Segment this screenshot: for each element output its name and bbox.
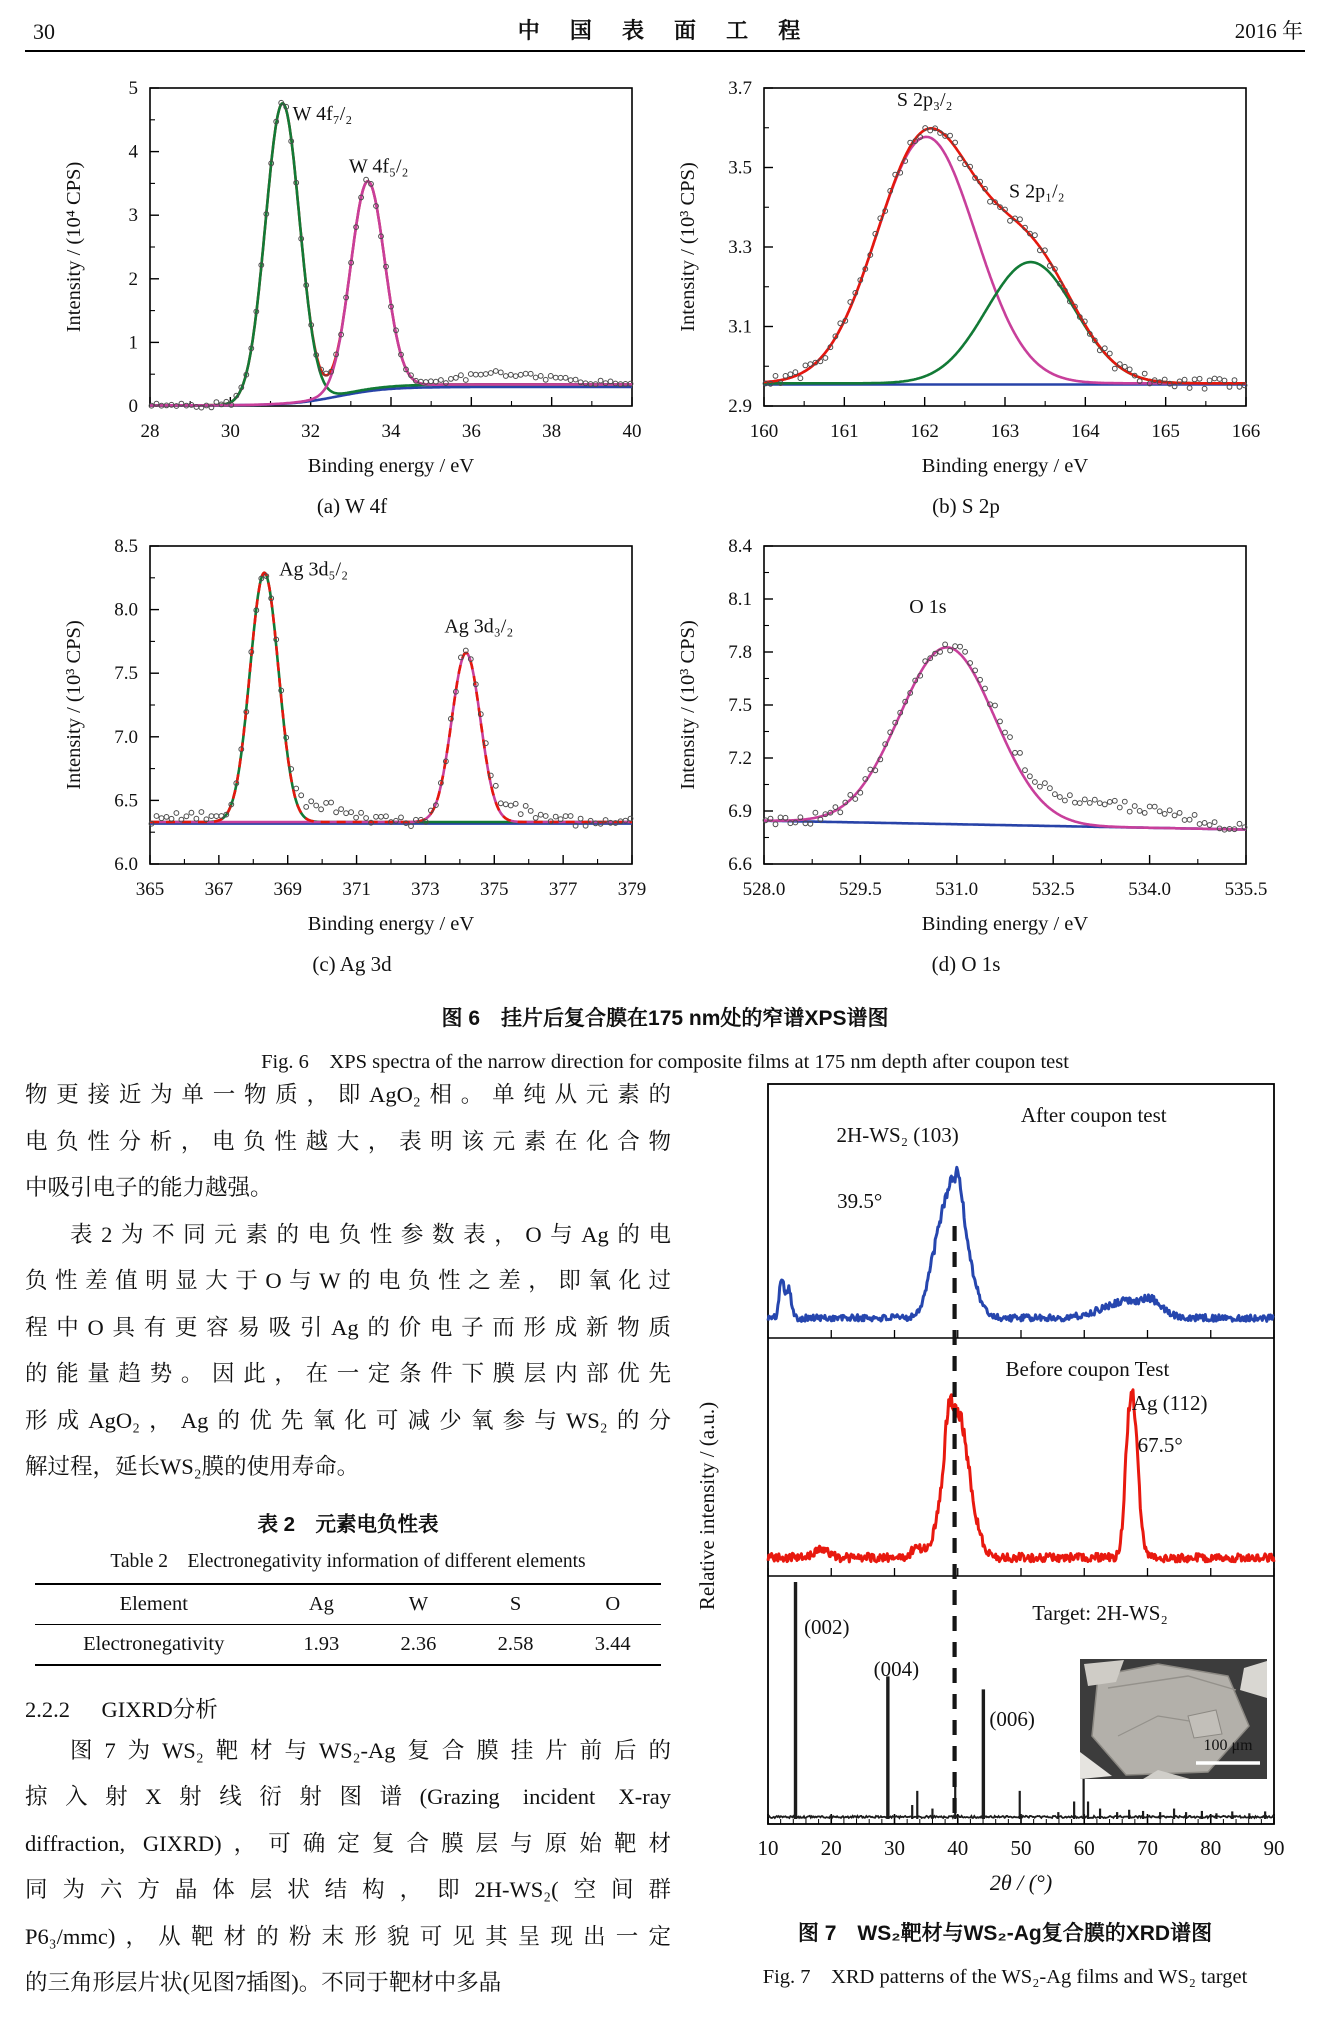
svg-text:367: 367 — [204, 879, 234, 900]
column-header: S — [509, 1592, 522, 1615]
svg-text:1: 1 — [128, 332, 138, 354]
electronegativity-table — [35, 1583, 662, 1666]
svg-text:165: 165 — [1151, 421, 1180, 442]
body-line: 表2为不同元素的电负性参数表，O与Ag的电 — [70, 1221, 671, 1247]
section-heading — [25, 1692, 671, 1724]
svg-text:162: 162 — [910, 421, 939, 442]
figure6-caption-zh: 图 6 挂片后复合膜在175 nm处的窄谱XPS谱图 — [441, 1007, 889, 1030]
svg-text:10: 10 — [757, 1836, 779, 1860]
svg-text:(006): (006) — [989, 1707, 1035, 1731]
svg-text:7.5: 7.5 — [114, 663, 138, 685]
chart-cell-o1s — [660, 526, 1272, 977]
svg-text:S 2p₃/₂: S 2p₃/₂ — [896, 88, 953, 111]
svg-text:Ag 3d₅/₂: Ag 3d₅/₂ — [279, 558, 349, 581]
svg-text:70: 70 — [1137, 1836, 1158, 1860]
journal-title: 中 国 表 面 工 程 — [517, 18, 813, 43]
svg-text:7.8: 7.8 — [728, 642, 752, 663]
figure7-section — [688, 1076, 1322, 1989]
svg-text:2: 2 — [128, 268, 138, 290]
svg-text:W 4f₅/₂: W 4f₅/₂ — [348, 155, 409, 178]
svg-text:Ag 3d₃/₂: Ag 3d₃/₂ — [444, 615, 514, 638]
svg-text:365: 365 — [135, 879, 165, 900]
svg-text:Intensity / (10³ CPS): Intensity / (10³ CPS) — [63, 620, 85, 790]
svg-text:28: 28 — [140, 421, 160, 442]
figure7-caption-en: Fig. 7 XRD patterns of the WS₂-Ag films and WS₂ target — [762, 1966, 1248, 1988]
svg-text:379: 379 — [617, 879, 647, 900]
table-row — [35, 1624, 662, 1665]
svg-text:6.9: 6.9 — [728, 801, 752, 822]
svg-text:Before coupon Test: Before coupon Test — [1005, 1357, 1170, 1381]
table2-title-en: Table 2 Electronegativity information of different elements — [110, 1550, 586, 1572]
column-header: Element — [119, 1592, 188, 1615]
body-line: 的能量趋势。因此，在一定条件下膜层内部优先 — [25, 1361, 671, 1386]
svg-text:160: 160 — [749, 421, 779, 442]
svg-text:Ag (112): Ag (112) — [1131, 1391, 1208, 1415]
subcaption-ag3d: (c) Ag 3d — [312, 952, 392, 976]
svg-text:Binding energy / eV: Binding energy / eV — [921, 455, 1089, 477]
svg-text:Intensity / (10⁴ CPS): Intensity / (10⁴ CPS) — [63, 161, 85, 333]
chart-w4f — [46, 68, 658, 494]
chart-ag3d — [46, 526, 658, 952]
svg-text:6.6: 6.6 — [728, 854, 752, 875]
svg-text:50: 50 — [1010, 1836, 1032, 1860]
body-line: 掠入射X射线衍射图谱(Grazing incident X-ray — [25, 1784, 671, 1809]
svg-text:32: 32 — [301, 421, 321, 442]
chart-s2p — [660, 68, 1272, 494]
svg-text:8.0: 8.0 — [114, 599, 138, 621]
chart-xrd — [688, 1076, 1310, 1908]
svg-text:369: 369 — [273, 879, 302, 900]
svg-text:36: 36 — [461, 421, 481, 442]
body-line: 的三角形层片状(见图7插图)。不同于靶材中多晶 — [25, 1970, 502, 1995]
svg-text:377: 377 — [548, 879, 578, 900]
svg-text:3: 3 — [128, 205, 138, 227]
svg-text:531.0: 531.0 — [935, 879, 979, 900]
svg-text:20: 20 — [820, 1836, 842, 1860]
column-header: Ag — [308, 1592, 334, 1615]
svg-text:371: 371 — [342, 879, 371, 900]
table2-title-zh: 表 2 元素电负性表 — [257, 1512, 439, 1536]
svg-text:W 4f₇/₂: W 4f₇/₂ — [292, 102, 353, 125]
left-text-column — [25, 1072, 671, 2007]
svg-text:100 μm: 100 μm — [1203, 1737, 1253, 1754]
page-year: 2016 年 — [1234, 19, 1303, 43]
svg-text:39.5°: 39.5° — [837, 1189, 883, 1213]
svg-text:3.7: 3.7 — [728, 78, 752, 99]
svg-text:7.0: 7.0 — [114, 726, 138, 748]
svg-text:34: 34 — [381, 421, 401, 442]
svg-text:90: 90 — [1263, 1836, 1285, 1860]
svg-text:O 1s: O 1s — [909, 596, 947, 619]
svg-text:7.2: 7.2 — [728, 748, 752, 769]
body-line: 物更接近为单一物质，即AgO₂相。单纯从元素的 — [25, 1082, 671, 1107]
svg-text:6.0: 6.0 — [114, 854, 138, 875]
body-line: 同为六方晶体层状结构，即2H-WS₂(空间群 — [25, 1877, 671, 1902]
body-line: 形成AgO₂，Ag的优先氧化可减少氧参与WS₂的分 — [25, 1407, 671, 1433]
svg-text:2.9: 2.9 — [728, 396, 752, 417]
svg-text:8.4: 8.4 — [728, 536, 752, 557]
svg-text:67.5°: 67.5° — [1137, 1433, 1183, 1457]
subcaption-o1s: (d) O 1s — [931, 952, 1001, 976]
page-header — [25, 10, 1305, 52]
subcaption-s2p: (b) S 2p — [932, 494, 1000, 518]
chart-cell-ag3d — [46, 526, 658, 977]
table-header-row — [35, 1584, 662, 1625]
body-line: 解过程，延长WS₂膜的使用寿命。 — [25, 1454, 360, 1479]
svg-text:3.3: 3.3 — [728, 237, 752, 258]
svg-text:7.5: 7.5 — [728, 695, 752, 716]
svg-text:166: 166 — [1231, 421, 1261, 442]
svg-text:375: 375 — [480, 879, 509, 900]
svg-text:80: 80 — [1200, 1836, 1222, 1860]
svg-text:40: 40 — [622, 421, 642, 442]
svg-text:Binding energy / eV: Binding energy / eV — [921, 913, 1089, 935]
page-number: 30 — [33, 19, 55, 44]
svg-text:30: 30 — [220, 421, 240, 442]
svg-text:528.0: 528.0 — [742, 879, 786, 900]
svg-text:Intensity / (10³ CPS): Intensity / (10³ CPS) — [677, 162, 699, 332]
body-line: diffraction, GIXRD)，可确定复合膜层与原始靶材 — [25, 1830, 671, 1856]
svg-text:3.5: 3.5 — [728, 157, 752, 179]
svg-text:0: 0 — [128, 396, 138, 417]
figure6-caption-en: Fig. 6 XPS spectra of the narrow direction for composite films at 175 nm depth after coupon test — [261, 1051, 1069, 1073]
svg-text:534.0: 534.0 — [1128, 879, 1171, 900]
svg-text:5: 5 — [128, 78, 138, 99]
svg-text:(004): (004) — [873, 1657, 920, 1681]
svg-text:Binding energy / eV: Binding energy / eV — [307, 913, 475, 935]
svg-text:2H-WS₂ (103): 2H-WS₂ (103) — [836, 1123, 959, 1147]
svg-text:161: 161 — [830, 421, 859, 442]
svg-text:(002): (002) — [804, 1615, 850, 1639]
body-line: P6₃/mmc)，从靶材的粉末形貌可见其呈现出一定 — [25, 1923, 671, 1949]
svg-text:373: 373 — [411, 879, 440, 900]
svg-text:Relative intensity / (a.u.): Relative intensity / (a.u.) — [695, 1401, 719, 1611]
svg-text:Intensity / (10³ CPS): Intensity / (10³ CPS) — [677, 620, 699, 790]
svg-text:3.1: 3.1 — [728, 316, 752, 338]
value-cell: Electronegativity — [83, 1632, 225, 1655]
svg-text:532.5: 532.5 — [1031, 879, 1075, 900]
svg-text:38: 38 — [542, 421, 562, 442]
body-line: 电负性分析，电负性越大，表明该元素在化合物 — [25, 1128, 671, 1154]
svg-text:S 2p₁/₂: S 2p₁/₂ — [1009, 180, 1065, 203]
svg-text:6.5: 6.5 — [114, 790, 138, 812]
svg-text:60: 60 — [1073, 1836, 1095, 1860]
subcaption-w4f: (a) W 4f — [316, 494, 388, 518]
value-cell: 3.44 — [594, 1632, 631, 1655]
section-title: GIXRD分析 — [101, 1696, 218, 1722]
body-line: 程中O具有更容易吸引Ag的价电子而形成新物质 — [25, 1314, 671, 1340]
value-cell: 1.93 — [303, 1632, 340, 1655]
body-line: 中吸引电子的能力越强。 — [25, 1175, 273, 1200]
svg-text:8.5: 8.5 — [114, 536, 138, 557]
column-header: O — [605, 1592, 621, 1615]
value-cell: 2.36 — [400, 1632, 437, 1655]
svg-text:535.5: 535.5 — [1224, 879, 1268, 900]
svg-text:40: 40 — [947, 1836, 969, 1860]
svg-text:529.5: 529.5 — [839, 879, 882, 900]
chart-o1s — [660, 526, 1272, 952]
figure6-section — [0, 58, 1330, 1073]
chart-cell-w4f — [46, 68, 658, 519]
value-cell: 2.58 — [497, 1632, 534, 1655]
svg-text:After coupon test: After coupon test — [1020, 1103, 1167, 1127]
svg-text:Target: 2H-WS₂: Target: 2H-WS₂ — [1032, 1601, 1168, 1625]
svg-text:8.1: 8.1 — [728, 589, 752, 610]
svg-text:163: 163 — [990, 421, 1020, 442]
body-line: 负性差值明显大于O与W的电负性之差，即氧化过 — [25, 1268, 671, 1293]
svg-text:164: 164 — [1071, 421, 1100, 442]
svg-text:2θ / (°): 2θ / (°) — [989, 1870, 1053, 1895]
section-number: 2.2.2 — [25, 1696, 70, 1722]
column-header: W — [408, 1592, 429, 1615]
chart-cell-s2p — [660, 68, 1272, 519]
figure7-caption-zh: 图 7 WS₂靶材与WS₂-Ag复合膜的XRD谱图 — [797, 1922, 1213, 1945]
svg-text:Binding energy / eV: Binding energy / eV — [307, 455, 475, 477]
body-line: 图7为WS₂靶材与WS₂-Ag复合膜挂片前后的 — [70, 1737, 671, 1763]
svg-text:4: 4 — [128, 141, 138, 163]
sem-inset — [1080, 1659, 1267, 1779]
svg-text:30: 30 — [884, 1836, 905, 1860]
